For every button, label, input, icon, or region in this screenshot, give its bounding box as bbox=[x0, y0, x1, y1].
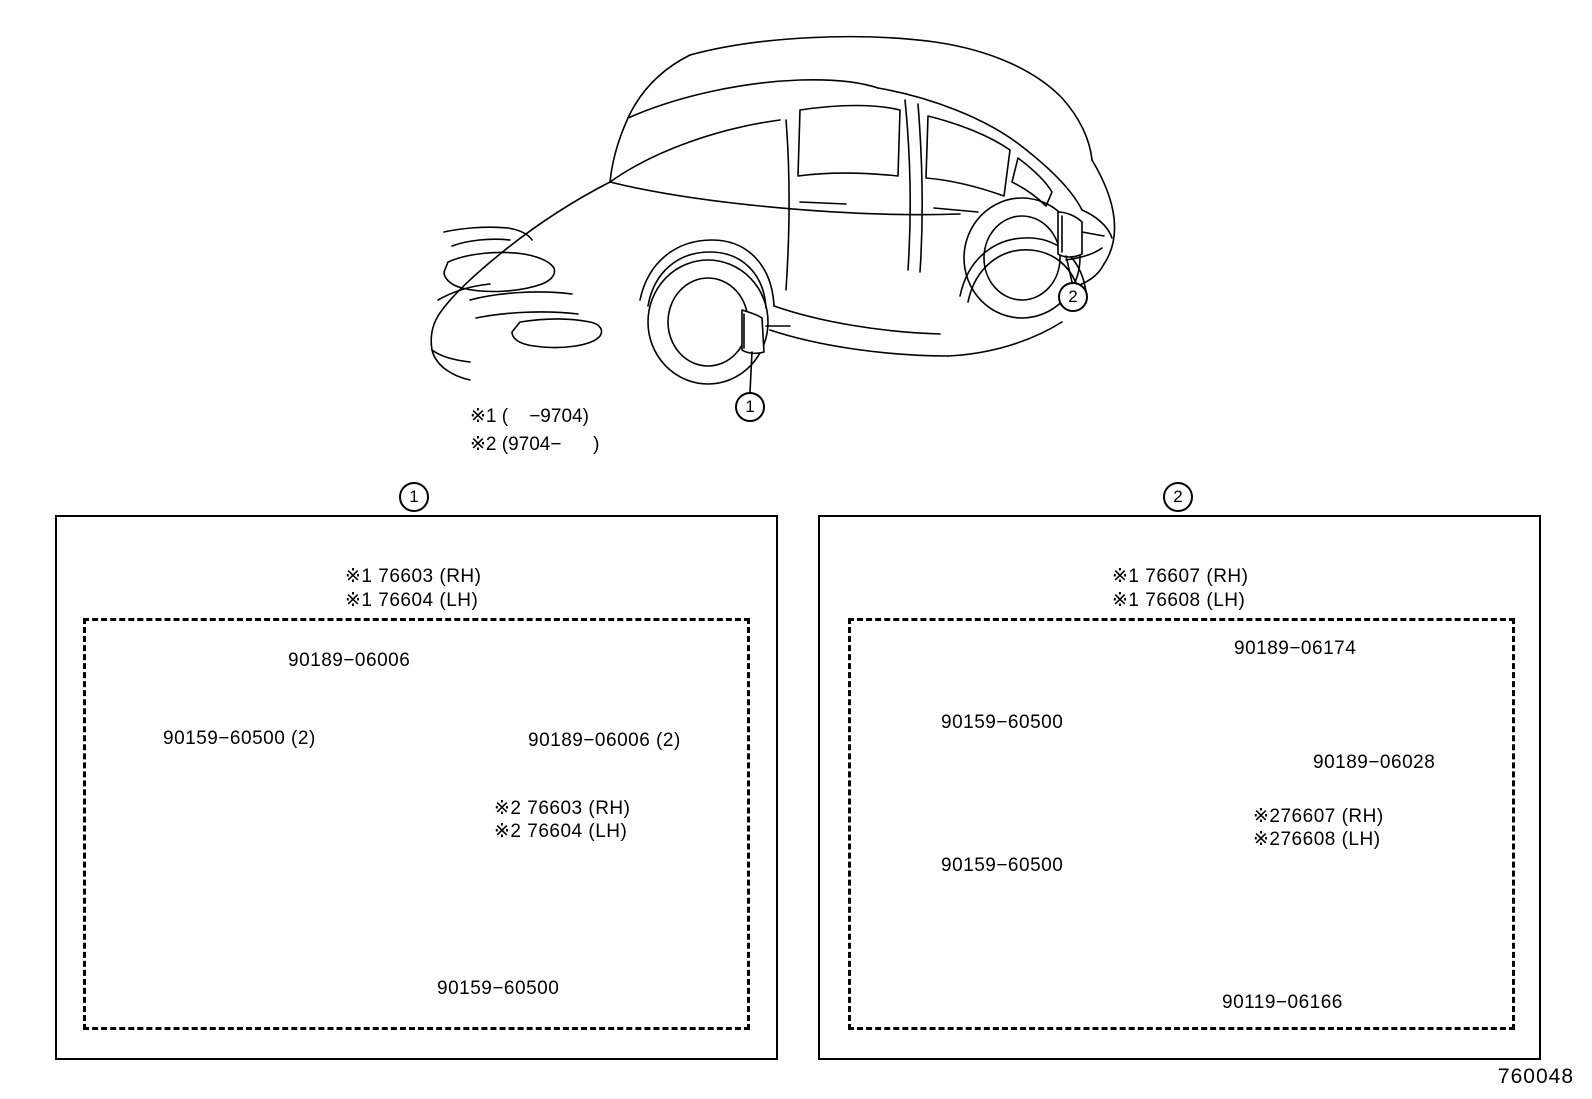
rear-title-lh: ※1 76608 (LH) bbox=[1112, 590, 1246, 611]
front-title-rh: ※1 76603 (RH) bbox=[345, 566, 482, 587]
rear-alt-rh: ※276607 (RH) bbox=[1253, 806, 1384, 827]
front-part-screw-bottom: 90159−60500 bbox=[437, 978, 560, 999]
front-part-clip-top: 90189−06006 bbox=[288, 650, 411, 671]
rear-alt-lh: ※276608 (LH) bbox=[1253, 829, 1381, 850]
vehicle-note-1: ※1 ( −9704) bbox=[470, 406, 589, 427]
vehicle-note-2: ※2 (9704− ) bbox=[470, 434, 600, 455]
rear-part-screw-upper-left: 90159−60500 bbox=[941, 712, 1064, 733]
panel-front-assembly-box bbox=[83, 618, 750, 1030]
car-illustration bbox=[431, 37, 1114, 384]
callout-panel-front[interactable]: 1 bbox=[399, 482, 429, 512]
figure-code: 760048 bbox=[1497, 1065, 1574, 1088]
front-mudguard-on-car bbox=[742, 310, 764, 353]
rear-part-clip-top: 90189−06174 bbox=[1234, 638, 1357, 659]
callout-rear-vehicle[interactable]: 2 bbox=[1058, 282, 1088, 312]
front-alt-rh: ※2 76603 (RH) bbox=[494, 798, 631, 819]
panel-rear-assembly-box bbox=[848, 618, 1515, 1030]
leader-front bbox=[750, 352, 752, 392]
rear-title-rh: ※1 76607 (RH) bbox=[1112, 566, 1249, 587]
callout-front-vehicle[interactable]: 1 bbox=[735, 392, 765, 422]
front-part-nut-upper-right: 90189−06006 (2) bbox=[528, 730, 681, 751]
leader-rear-h bbox=[1082, 232, 1104, 236]
rear-part-screw-lower-left: 90159−60500 bbox=[941, 855, 1064, 876]
rear-part-nut-right: 90189−06028 bbox=[1313, 752, 1436, 773]
callout-panel-rear[interactable]: 2 bbox=[1163, 482, 1193, 512]
front-alt-lh: ※2 76604 (LH) bbox=[494, 821, 628, 842]
front-title-lh: ※1 76604 (LH) bbox=[345, 590, 479, 611]
rear-part-bolt-bottom: 90119−06166 bbox=[1222, 992, 1343, 1013]
rear-mudguard-on-car bbox=[1058, 212, 1082, 257]
front-part-screw-left: 90159−60500 (2) bbox=[163, 728, 316, 749]
